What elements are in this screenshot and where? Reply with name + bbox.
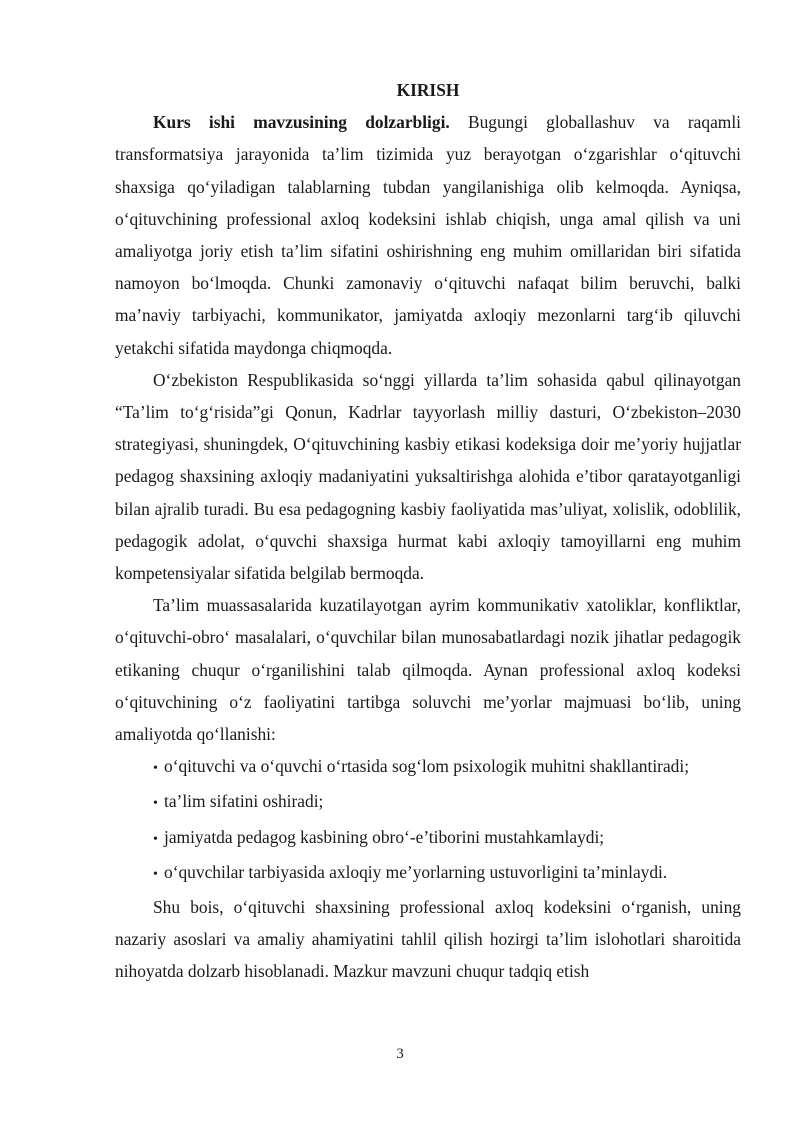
list-item <box>153 821 741 856</box>
list-item-text: ta’lim sifatini oshiradi; <box>164 791 324 812</box>
list-item <box>153 856 741 891</box>
paragraph-relevance <box>115 106 741 364</box>
bullet-icon: • <box>153 761 158 777</box>
paragraph-legislation: O‘zbekiston Respublikasida so‘nggi yillarda ta’lim sohasida qabul qilinayotgan “Ta’lim to‘g‘risida”gi Qonun, Kadrlar tayyorlash milliy dasturi, O‘zbekiston–2030 strategiyasi, shuningdek, O‘qituvchining kasbiy etikasi kodeksiga doir me’yoriy hujjatlar pedagog shaxsining axloqiy madaniyatini yuksaltirishga alohida e’tibor qaratayotganligi bilan ajralib turadi. Bu esa pedagogning kasbiy faoliyatida mas’uliyat, xolislik, odoblilik, pedagogik adolat, o‘quvchi shaxsiga hurmat kabi axloqiy tamoyillarni eng muhim kompetensiyalar sifatida belgilab bermoqda. <box>115 369 741 584</box>
list-item-text: jamiyatda pedagog kasbining obro‘-e’tiborini mustahkamlaydi; <box>164 826 605 847</box>
bullet-icon: • <box>153 866 158 882</box>
page-content <box>115 74 741 988</box>
list-item <box>153 750 741 785</box>
list-item <box>153 785 741 820</box>
paragraph-text: Bugungi globallashuv va raqamli transformatsiya jarayonida ta’lim tizimida yuz berayotgan o‘zgarishlar o‘qituvchi shaxsiga qo‘yiladigan talablarning tubdan yangilanishiga olib kelmoqda. Ayniqsa, o‘qituvchining professional axloq kodeksini ishlab chiqish, unga amal qilish va uni amaliyotga joriy etish ta’lim sifatini oshirishning eng muhim omillaridan biri sifatida namoyon bo‘lmoqda. Chunki zamonaviy o‘qituvchi nafaqat bilim beruvchi, balki ma’naviy tarbiyachi, kommunikator, jamiyatda axloqiy mezonlarni targ‘ib qiluvchi yetakchi sifatida maydonga chiqmoqda. <box>115 112 741 358</box>
bullet-list <box>115 750 741 891</box>
paragraph-lead: Kurs ishi mavzusining dolzarbligi. <box>153 112 450 133</box>
list-item-text: o‘qituvchi va o‘quvchi o‘rtasida sog‘lom psixologik muhitni shakllantiradi; <box>164 756 690 777</box>
paragraph-conclusion: Shu bois, o‘qituvchi shaxsining professional axloq kodeksini o‘rganish, uning nazariy asoslari va amaliy ahamiyatini tahlil qilish hozirgi ta’lim islohotlari sharoitida nihoyatda dolzarb hisoblanadi. Mazkur mavzuni chuqur tadqiq etish <box>115 897 741 982</box>
page-number: 3 <box>396 1046 404 1062</box>
paragraph-institutions: Ta’lim muassasalarida kuzatilayotgan ayrim kommunikativ xatoliklar, konfliktlar, o‘qituvchi-obro‘ masalalari, o‘quvchilar bilan munosabatlardagi nozik jihatlar pedagogik etikaning chuqur o‘rganilishini talab qilmoqda. Aynan professional axloq kodeksi o‘qituvchining o‘z faoliyatini tartibga soluvchi me’yorlar majmuasi bo‘lib, uning amaliyotda qo‘llanishi: <box>115 595 741 745</box>
bullet-icon: • <box>153 831 158 847</box>
bullet-icon: • <box>153 796 158 812</box>
section-heading: KIRISH <box>396 80 460 100</box>
list-item-text: o‘quvchilar tarbiyasida axloqiy me’yorlarning ustuvorligini ta’minlaydi. <box>164 861 668 882</box>
